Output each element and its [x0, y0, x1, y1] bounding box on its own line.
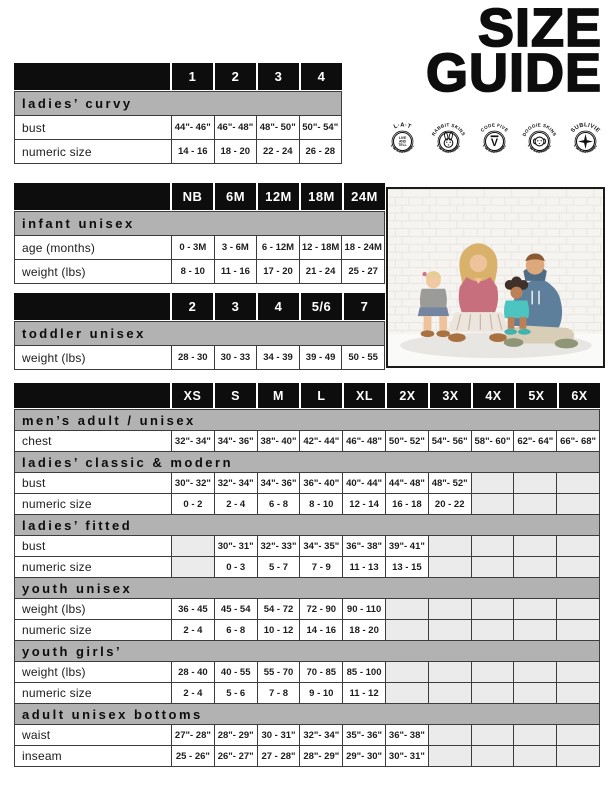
table-cell: 42"- 44" [300, 431, 342, 451]
table-header-spacer [14, 383, 170, 408]
table-cell: 3 - 6M [215, 236, 257, 259]
brand-logo-rabbit-skins [427, 114, 470, 164]
column-header: 3X [430, 383, 471, 408]
svg-text:DOGGIE SKINS: DOGGIE SKINS [521, 122, 558, 138]
table-cell: 8 - 10 [172, 260, 214, 283]
table-cell: 0 - 3 [215, 557, 257, 577]
table-cell: 20 - 22 [429, 494, 471, 514]
table-header-spacer [14, 183, 170, 210]
table-row [14, 115, 342, 140]
table-cell [514, 662, 556, 682]
svg-text:TELL: TELL [398, 143, 407, 148]
table-cell: 21 - 24 [300, 260, 342, 283]
row-label: weight (lbs) [15, 662, 171, 682]
column-header: 3 [258, 63, 299, 90]
svg-text:L·A·T APPAREL: L·A·T APPAREL [526, 143, 553, 155]
table-cell: 39"- 41" [386, 536, 428, 556]
table-cell: 6 - 12M [257, 236, 299, 259]
row-label: waist [15, 725, 171, 745]
family-photo [386, 187, 605, 368]
table-cell: 5 - 7 [258, 557, 300, 577]
table-cell: 28 - 40 [172, 662, 214, 682]
table-row [14, 724, 600, 746]
page-title-line2: GUIDE [425, 43, 602, 103]
table-cell [557, 662, 599, 682]
row-label: weight (lbs) [15, 260, 171, 283]
section-title: men’s adult / unisex [14, 409, 600, 431]
table-cell: 8 - 10 [300, 494, 342, 514]
brand-logo-doggie-skins [518, 114, 561, 164]
column-header: 4 [258, 293, 299, 320]
table-cell: 28"- 29" [215, 725, 257, 745]
table-cell: 46"- 48" [343, 431, 385, 451]
table-cell [472, 662, 514, 682]
column-header: 7 [344, 293, 385, 320]
table-row [14, 493, 600, 515]
row-label: inseam [15, 746, 171, 766]
column-header: 6X [559, 383, 600, 408]
column-header: 3 [215, 293, 256, 320]
table-cell: 30"- 32" [172, 473, 214, 493]
table-cell: 16 - 18 [386, 494, 428, 514]
table-cell [472, 473, 514, 493]
table-adult-sizes [14, 383, 600, 767]
brand-logo-lat [381, 114, 424, 164]
table-cell [557, 620, 599, 640]
table-cell: 27"- 28" [172, 725, 214, 745]
table-cell [386, 662, 428, 682]
table-cell [472, 536, 514, 556]
table-cell: 30 - 31" [258, 725, 300, 745]
column-header: 5/6 [301, 293, 342, 320]
table-cell [514, 536, 556, 556]
svg-text:L·A·T APPAREL: L·A·T APPAREL [435, 143, 462, 155]
table-cell: 90 - 110 [343, 599, 385, 619]
table-cell [429, 557, 471, 577]
table-cell [557, 536, 599, 556]
section-title: youth unisex [14, 577, 600, 599]
table-cell: 26 - 28 [300, 140, 342, 163]
section-title: ladies’ classic & modern [14, 451, 600, 473]
column-header: M [258, 383, 299, 408]
column-header: S [215, 383, 256, 408]
table-infant-unisex [14, 183, 385, 284]
table-cell: 32"- 34" [215, 473, 257, 493]
table-row [14, 430, 600, 452]
table-cell: 36 - 45 [172, 599, 214, 619]
column-header: 18M [301, 183, 342, 210]
row-label: numeric size [15, 140, 171, 163]
table-cell: 13 - 15 [386, 557, 428, 577]
table-cell: 27 - 28" [258, 746, 300, 766]
table-row [14, 235, 385, 260]
column-header: 4 [301, 63, 342, 90]
table-cell: 11 - 16 [215, 260, 257, 283]
table-cell [472, 557, 514, 577]
table-cell: 14 - 16 [172, 140, 214, 163]
brand-logo-code-five [473, 114, 516, 164]
table-cell [514, 683, 556, 703]
column-header: 5X [516, 383, 557, 408]
page-title-line1: SIZE [477, 0, 602, 58]
table-cell: 36"- 38" [386, 725, 428, 745]
table-cell: 30 - 33 [215, 346, 257, 369]
table-cell: 11 - 13 [343, 557, 385, 577]
table-cell: 70 - 85 [300, 662, 342, 682]
table-cell: 50"- 52" [386, 431, 428, 451]
table-header-row [14, 293, 385, 320]
table-cell: 54 - 72 [258, 599, 300, 619]
svg-text:L·A·T APPAREL: L·A·T APPAREL [572, 143, 599, 155]
table-cell [514, 473, 556, 493]
table-cell: 54"- 56" [429, 431, 471, 451]
table-toddler-unisex [14, 293, 385, 370]
table-cell [472, 725, 514, 745]
table-row [14, 345, 385, 370]
table-cell: 6 - 8 [215, 620, 257, 640]
table-cell: 12 - 18M [300, 236, 342, 259]
table-cell: 18 - 20 [215, 140, 257, 163]
table-cell [514, 746, 556, 766]
table-cell [429, 536, 471, 556]
row-label: bust [15, 536, 171, 556]
table-cell [557, 725, 599, 745]
brand-logos [381, 114, 607, 164]
table-row [14, 535, 600, 557]
table-row [14, 259, 385, 284]
row-label: bust [15, 473, 171, 493]
table-cell: 66"- 68" [557, 431, 599, 451]
table-cell: 48"- 50" [257, 116, 299, 139]
table-cell [429, 662, 471, 682]
table-cell [429, 746, 471, 766]
brand-logo-sublivie [564, 114, 607, 164]
table-cell [514, 494, 556, 514]
table-cell [429, 620, 471, 640]
table-row [14, 619, 600, 641]
table-cell: 62"- 64" [514, 431, 556, 451]
table-cell [557, 746, 599, 766]
table-cell: 17 - 20 [257, 260, 299, 283]
table-cell: 28 - 30 [172, 346, 214, 369]
table-cell [514, 620, 556, 640]
table-cell: 34"- 35" [300, 536, 342, 556]
column-header: 2X [387, 383, 428, 408]
section-title: ladies’ fitted [14, 514, 600, 536]
table-header-spacer [14, 63, 170, 90]
table-cell: 34"- 36" [215, 431, 257, 451]
table-cell: 0 - 3M [172, 236, 214, 259]
table-cell: 12 - 14 [343, 494, 385, 514]
table-cell: 46"- 48" [215, 116, 257, 139]
row-label: chest [15, 431, 171, 451]
table-cell [172, 536, 214, 556]
table-cell: 2 - 4 [172, 683, 214, 703]
section-title: youth girls’ [14, 640, 600, 662]
table-cell: 48"- 52" [429, 473, 471, 493]
table-cell: 40 - 55 [215, 662, 257, 682]
table-cell [429, 725, 471, 745]
table-cell: 5 - 6 [215, 683, 257, 703]
table-cell: 28"- 29" [300, 746, 342, 766]
svg-text:L·A·T APPAREL: L·A·T APPAREL [481, 143, 507, 155]
table-ladies-curvy [14, 63, 342, 164]
section-title: ladies’ curvy [14, 91, 342, 116]
column-header: 2 [215, 63, 256, 90]
column-header: XS [172, 383, 213, 408]
table-cell: 50 - 55 [342, 346, 384, 369]
table-row [14, 745, 600, 767]
table-cell [472, 683, 514, 703]
table-cell: 32"- 34" [172, 431, 214, 451]
table-cell [429, 683, 471, 703]
table-cell: 30"- 31" [215, 536, 257, 556]
svg-text:CODE FIVE: CODE FIVE [479, 122, 509, 133]
table-cell: 35"- 36" [343, 725, 385, 745]
section-title: adult unisex bottoms [14, 703, 600, 725]
row-label: weight (lbs) [15, 599, 171, 619]
table-cell: 44"- 48" [386, 473, 428, 493]
column-header: 12M [258, 183, 299, 210]
column-header: 4X [473, 383, 514, 408]
table-header-row [14, 383, 600, 408]
table-cell [472, 620, 514, 640]
table-cell: 34 - 39 [257, 346, 299, 369]
table-cell: 85 - 100 [343, 662, 385, 682]
table-cell: 45 - 54 [215, 599, 257, 619]
table-cell [557, 683, 599, 703]
svg-text:RABBIT SKINS: RABBIT SKINS [430, 122, 466, 137]
table-row [14, 682, 600, 704]
table-cell: 0 - 2 [172, 494, 214, 514]
row-label: numeric size [15, 494, 171, 514]
table-cell: 40"- 44" [343, 473, 385, 493]
column-header: XL [344, 383, 385, 408]
table-cell: 14 - 16 [300, 620, 342, 640]
svg-text:V: V [490, 137, 498, 150]
column-header: 6M [215, 183, 256, 210]
column-header: 24M [344, 183, 385, 210]
table-cell: 38"- 40" [258, 431, 300, 451]
table-cell: 55 - 70 [258, 662, 300, 682]
table-cell: 50"- 54" [300, 116, 342, 139]
table-cell: 18 - 24M [342, 236, 384, 259]
table-cell: 9 - 10 [300, 683, 342, 703]
table-cell: 36"- 38" [343, 536, 385, 556]
row-label: bust [15, 116, 171, 139]
table-cell: 34"- 36" [258, 473, 300, 493]
table-cell [172, 557, 214, 577]
row-label: numeric size [15, 557, 171, 577]
table-cell [557, 473, 599, 493]
row-label: age (months) [15, 236, 171, 259]
table-cell [472, 746, 514, 766]
table-cell: 39 - 49 [300, 346, 342, 369]
row-label: weight (lbs) [15, 346, 171, 369]
row-label: numeric size [15, 683, 171, 703]
table-cell: 22 - 24 [257, 140, 299, 163]
table-header-row [14, 63, 342, 90]
table-cell [557, 494, 599, 514]
table-cell [557, 599, 599, 619]
column-header: 2 [172, 293, 213, 320]
table-cell: 10 - 12 [258, 620, 300, 640]
table-cell: 44"- 46" [172, 116, 214, 139]
svg-text:LIVE: LIVE [398, 136, 407, 141]
family-photo-illustration [388, 189, 603, 366]
table-cell: 72 - 90 [300, 599, 342, 619]
table-cell [386, 683, 428, 703]
column-header: 1 [172, 63, 213, 90]
table-cell: 36"- 40" [300, 473, 342, 493]
table-cell [514, 599, 556, 619]
table-cell [514, 725, 556, 745]
table-row [14, 472, 600, 494]
table-cell: 29"- 30" [343, 746, 385, 766]
table-cell: 58"- 60" [472, 431, 514, 451]
table-row [14, 661, 600, 683]
table-cell: 7 - 9 [300, 557, 342, 577]
svg-text:L·A·T APPAREL: L·A·T APPAREL [389, 143, 416, 155]
table-cell [514, 557, 556, 577]
table-cell [472, 599, 514, 619]
table-cell: 18 - 20 [343, 620, 385, 640]
section-title: toddler unisex [14, 321, 385, 346]
table-header-row [14, 183, 385, 210]
page-title [425, 0, 602, 103]
svg-text:SUBLIVIE: SUBLIVIE [570, 122, 601, 135]
table-row [14, 139, 342, 164]
table-cell: 32"- 34" [300, 725, 342, 745]
table-cell: 6 - 8 [258, 494, 300, 514]
table-row [14, 598, 600, 620]
table-cell [386, 620, 428, 640]
table-cell: 32"- 33" [258, 536, 300, 556]
table-row [14, 556, 600, 578]
column-header: NB [172, 183, 213, 210]
table-cell [472, 494, 514, 514]
table-cell: 25 - 27 [342, 260, 384, 283]
table-cell: 7 - 8 [258, 683, 300, 703]
section-title: infant unisex [14, 211, 385, 236]
column-header: L [301, 383, 342, 408]
table-cell: 30"- 31" [386, 746, 428, 766]
table-cell: 2 - 4 [215, 494, 257, 514]
table-cell: 26"- 27" [215, 746, 257, 766]
table-cell [429, 599, 471, 619]
svg-text:L·A·T: L·A·T [392, 122, 413, 131]
svg-text:AND: AND [398, 139, 407, 144]
table-cell: 11 - 12 [343, 683, 385, 703]
table-header-spacer [14, 293, 170, 320]
table-cell: 25 - 26" [172, 746, 214, 766]
table-cell [557, 557, 599, 577]
table-cell: 2 - 4 [172, 620, 214, 640]
row-label: numeric size [15, 620, 171, 640]
table-cell [386, 599, 428, 619]
